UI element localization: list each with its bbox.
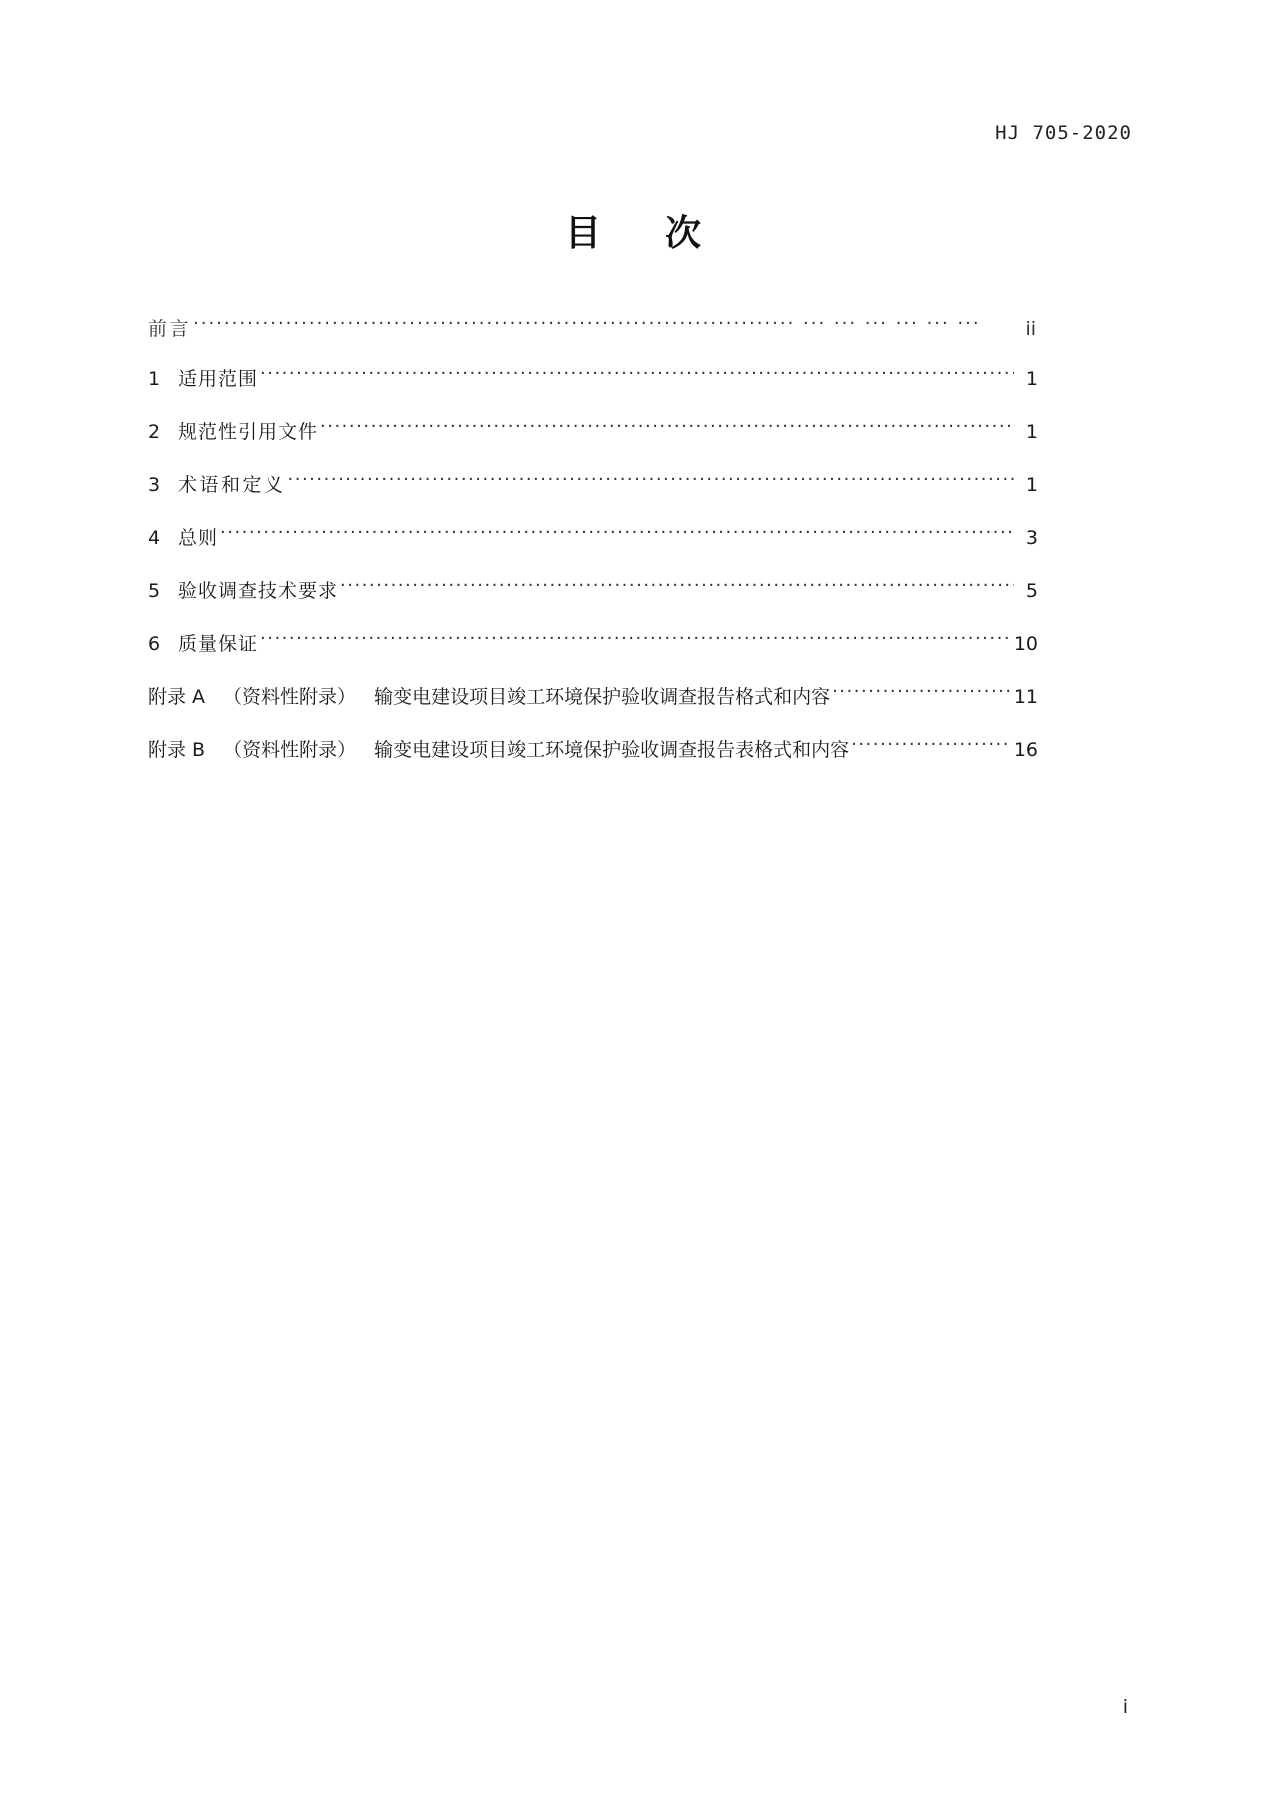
toc-leader-dots <box>832 683 1012 703</box>
toc-annex-label: 附录 A <box>148 686 206 708</box>
toc-leader-dots <box>193 315 1012 335</box>
toc-entry-page: 1 <box>1025 421 1038 443</box>
toc-entry-annex-b[interactable] <box>148 736 1038 764</box>
toc-annex-kind: （资料性附录） <box>223 739 357 761</box>
toc-leader-dots <box>851 736 1012 756</box>
toc-entry-1[interactable] <box>148 365 1038 393</box>
toc-entry-label: 规范性引用文件 <box>178 421 319 443</box>
toc-entry-label: 适用范围 <box>178 368 259 390</box>
toc-entry-5[interactable] <box>148 577 1038 605</box>
toc-entry-number: 5 <box>148 580 161 602</box>
toc-annex-title: 输变电建设项目竣工环境保护验收调查报告表格式和内容 <box>374 739 850 761</box>
toc-entry-page: ii <box>1025 318 1036 340</box>
toc-entry-label: 总则 <box>178 527 219 549</box>
toc-entry-4[interactable] <box>148 524 1038 552</box>
toc-entry-page: 5 <box>1025 580 1038 602</box>
footer-page-number: i <box>1122 1696 1128 1718</box>
standard-code-header: HJ 705-2020 <box>995 122 1132 144</box>
toc-leader-dots <box>220 524 1014 544</box>
toc-entry-page: 1 <box>1025 474 1038 496</box>
toc-entry-page: 1 <box>1025 368 1038 390</box>
toc-entry-number: 2 <box>148 421 161 443</box>
toc-annex-page: 11 <box>1013 686 1038 708</box>
page-title: 目 次 <box>564 213 715 254</box>
toc-annex-kind: （资料性附录） <box>223 686 357 708</box>
toc-annex-page: 16 <box>1013 739 1038 761</box>
toc-entry-label: 质量保证 <box>178 633 259 655</box>
toc-entry-number: 1 <box>148 368 161 390</box>
toc-annex-title: 输变电建设项目竣工环境保护验收调查报告格式和内容 <box>374 686 831 708</box>
toc-entry-number: 4 <box>148 527 161 549</box>
toc-entry-label: 术语和定义 <box>178 474 286 496</box>
table-of-contents <box>148 315 1038 789</box>
toc-annex-label: 附录 B <box>148 739 206 761</box>
toc-entry-6[interactable] <box>148 630 1038 658</box>
toc-leader-dots <box>260 365 1014 385</box>
toc-entry-foreword[interactable] <box>148 315 1038 343</box>
toc-entry-3[interactable] <box>148 471 1038 499</box>
toc-entry-number: 3 <box>148 474 161 496</box>
toc-entry-2[interactable] <box>148 418 1038 446</box>
toc-leader-dots <box>340 577 1014 597</box>
toc-leader-dots <box>320 418 1014 438</box>
toc-entry-annex-a[interactable] <box>148 683 1038 711</box>
toc-entry-number: 6 <box>148 633 161 655</box>
toc-entry-page: 10 <box>1013 633 1038 655</box>
toc-entry-page: 3 <box>1025 527 1038 549</box>
toc-leader-dots <box>288 471 1014 491</box>
toc-entry-label: 前言 <box>148 318 192 340</box>
toc-leader-dots <box>260 630 1012 650</box>
toc-entry-label: 验收调查技术要求 <box>178 580 339 602</box>
